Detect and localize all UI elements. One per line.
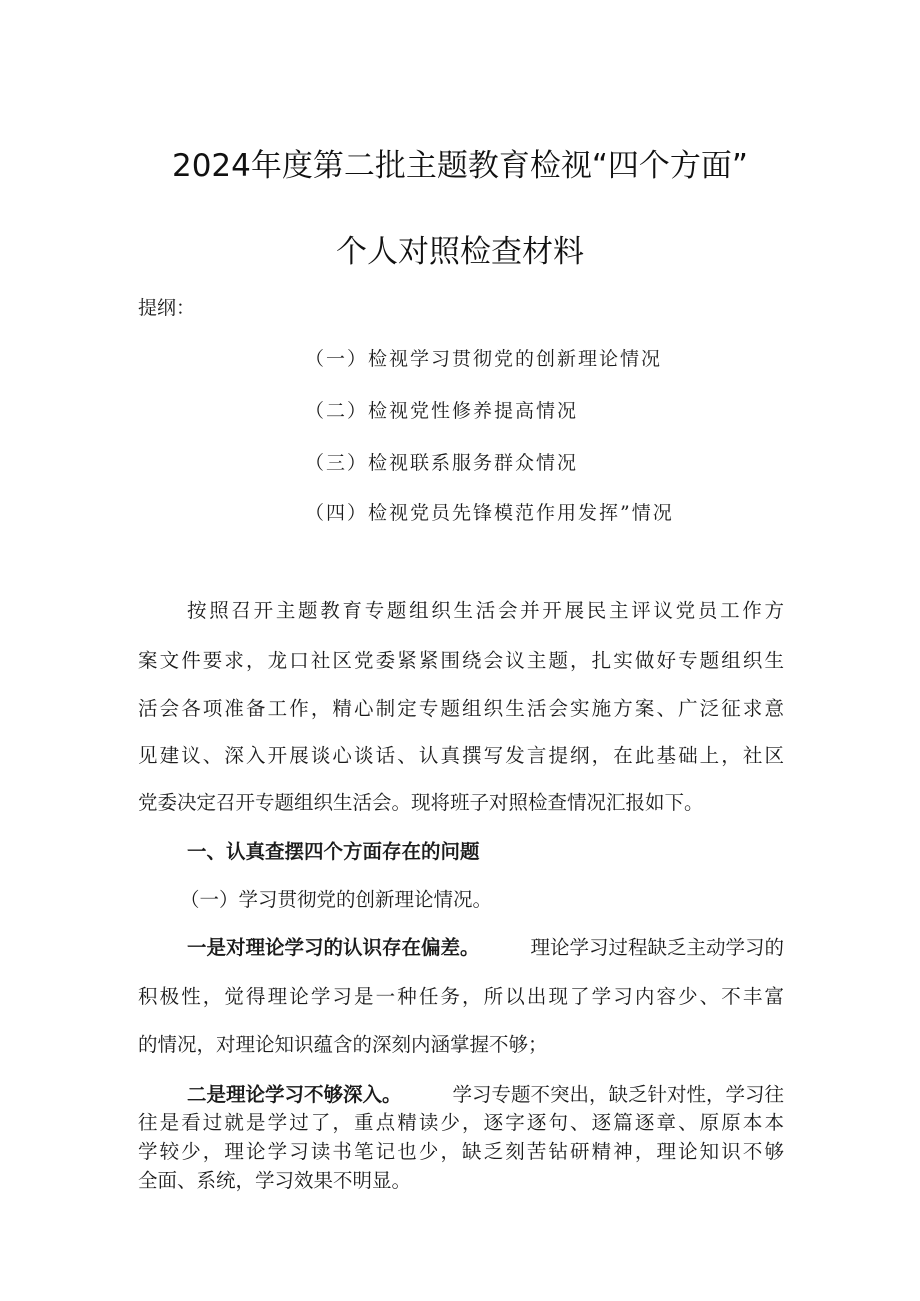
document-title-line-2: 个人对照检查材料 <box>336 234 584 270</box>
outline-item-1: （一）检视学习贯彻党的创新理论情况 <box>305 348 663 370</box>
section-1-heading: 一、认真查摆四个方面存在的问题 <box>187 840 480 863</box>
point-1-bold-lead: 一是对理论学习的认识存在偏差。 <box>187 936 480 959</box>
outline-item-4: （四）检视党员先锋模范作用发挥”情况 <box>305 502 674 524</box>
point-1-line-1: 理论学习过程缺乏主动学习的 <box>530 936 784 959</box>
point-2-line-1: 学习专题不突出，缺乏针对性，学习往 <box>452 1083 784 1106</box>
intro-line-2: 案文件要求，龙口社区党委紧紧围绕会议主题，扎实做好专题组织生 <box>138 649 784 672</box>
point-2-line-4: 全面、系统，学习效果不明显。 <box>138 1169 412 1192</box>
point-1-first-line <box>187 932 784 960</box>
outline-item-2: （二）检视党性修养提高情况 <box>305 400 579 422</box>
intro-line-1: 按照召开主题教育专题组织生活会并开展民主评议党员工作方 <box>187 599 784 622</box>
point-2-line-2: 往是看过就是学过了，重点精读少，逐字逐句、逐篇逐章、原原本本 <box>138 1111 784 1134</box>
point-2-bold-lead: 二是理论学习不够深入。 <box>187 1083 402 1106</box>
subsection-1-heading: （一）学习贯彻党的创新理论情况。 <box>180 888 493 911</box>
intro-line-3: 活会各项准备工作，精心制定专题组织生活会实施方案、广泛征求意 <box>138 697 784 720</box>
document-title-line-1: 2024年度第二批主题教育检视“四个方面” <box>171 148 748 184</box>
outline-label: 提纲： <box>138 297 196 319</box>
intro-line-4: 见建议、深入开展谈心谈话、认真撰写发言提纲，在此基础上，社区 <box>138 744 784 767</box>
point-1-line-3: 的情况，对理论知识蕴含的深刻内涵掌握不够； <box>138 1033 548 1056</box>
outline-item-3: （三）检视联系服务群众情况 <box>305 452 579 474</box>
point-1-line-2: 积极性，觉得理论学习是一种任务，所以出现了学习内容少、不丰富 <box>138 985 784 1008</box>
point-2-line-3: 学较少，理论学习读书笔记也少，缺乏刻苦钻研精神，理论知识不够 <box>138 1140 784 1163</box>
intro-line-5: 党委决定召开专题组织生活会。现将班子对照检查情况汇报如下。 <box>138 791 704 814</box>
point-2-first-line <box>187 1079 784 1107</box>
